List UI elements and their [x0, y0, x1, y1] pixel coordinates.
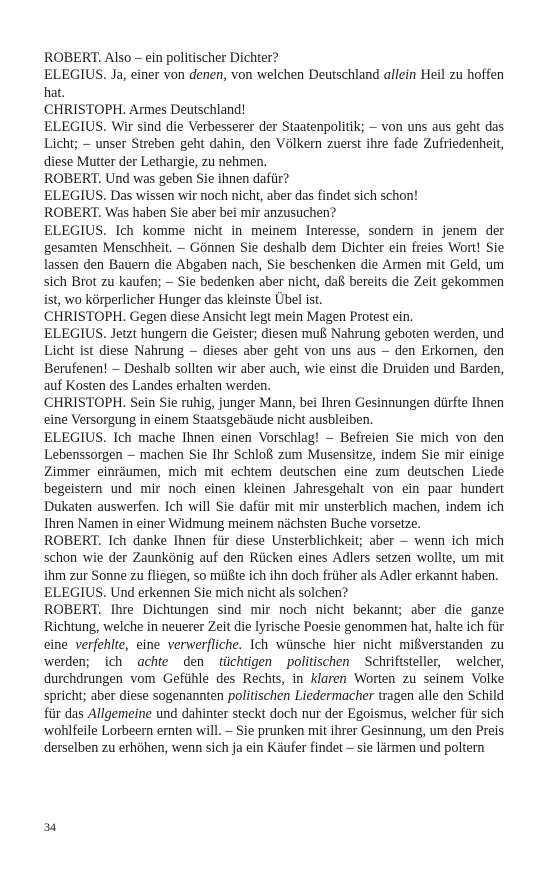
- dialogue-paragraph: [44, 395, 504, 430]
- italic-text: klaren: [310, 671, 347, 687]
- text-run: Ich wünsche hier nicht mißverstanden zu werden; ich: [44, 636, 504, 670]
- dialogue-paragraph: [44, 102, 504, 119]
- dialogue-paragraph: [44, 223, 504, 309]
- text-run: ROBERT. Ich danke Ihnen für diese Unsterblichkeit; aber – wenn ich mich schon wie der Zaunkönig auf den Rücken eines Adlers setzen wollte, um mit ihm zur Sonne zu fliegen, so müßte ich ihn doch früher als Adler erkannt haben.: [44, 533, 504, 584]
- text-run: ELEGIUS. Das wissen wir noch nicht, aber das findet sich schon!: [44, 188, 419, 204]
- italic-text: denen,: [189, 67, 227, 84]
- text-run: CHRISTOPH. Sein Sie ruhig, junger Mann, bei Ihren Gesinnungen dürfte Ihnen eine Versorgung in einem Staatsgebäude nicht ausbleiben.: [44, 395, 504, 429]
- text-run: ELEGIUS. Und erkennen Sie mich nicht als solchen?: [44, 584, 349, 601]
- text-run: den: [168, 653, 220, 670]
- dialogue-paragraph: [44, 67, 504, 102]
- italic-text: tüchtigen politischen: [219, 653, 350, 670]
- italic-text: achte: [137, 653, 169, 670]
- text-run: von welchen Deutschland: [226, 67, 384, 84]
- dialogue-paragraph: [44, 171, 504, 188]
- text-run: ELEGIUS. Ja, einer von: [44, 67, 190, 84]
- dialogue-paragraph: [44, 188, 504, 205]
- text-run: ELEGIUS. Wir sind die Verbesserer der Staatenpolitik; – von uns aus geht das Licht; – unser Streben geht dahin, den Völkern zuerst ihre fade Zufriedenheit, diese Mutter der Lethargie, zu nehmen.: [44, 119, 504, 170]
- italic-text: Allgemeine: [88, 705, 152, 722]
- text-run: ROBERT. Was haben Sie aber bei mir anzusuchen?: [44, 205, 337, 222]
- dialogue-paragraph: [44, 205, 504, 222]
- text-run: ELEGIUS. Jetzt hungern die Geister; diesen muß Nahrung geboten werden, und Licht ist diese Nahrung – dieses aber geht von uns aus – den Erkornen, den Berufenen! – Deshalb sollten wir aber auch, wie einst die Druiden und Barden, auf Kosten des Landes erhalten werden.: [44, 326, 504, 394]
- dialogue-paragraph: [44, 430, 504, 534]
- text-run: ELEGIUS. Ich komme nicht in meinem Interesse, sondern in jenem der gesamten Menschheit. – Gönnen Sie deshalb dem Dichter ein freies Wort! Sie lassen den Bauern die Abgaben nach, Sie beschenken die Armen mit Geld, um sich Brot zu kaufen; – Sie bedenken aber nicht, daß bereits die Zeit gekommen ist, wo körperlicher Hunger das kleinste Übel ist.: [44, 222, 504, 308]
- text-run: CHRISTOPH. Gegen diese Ansicht legt mein Magen Protest ein.: [44, 308, 414, 325]
- text-run: tragen alle den Schild für das: [44, 688, 504, 722]
- text-run: eine: [128, 636, 168, 653]
- italic-text: politischen Liedermacher: [228, 688, 375, 705]
- italic-text: verwerfliche.: [167, 636, 243, 653]
- italic-text: verfehlte,: [75, 636, 129, 653]
- text-run: und dahinter steckt doch nur der Egoismus, welcher für sich wohlfeile Lorbeern ernten will. – Sie prunken mit ihrer Gesinnung, um den Preis derselben zu erhöhen, wenn sich ja ein Käufer findet – sie lärmen und poltern: [44, 705, 504, 756]
- dialogue-paragraph: [44, 585, 504, 602]
- text-run: ROBERT. Ihre Dichtungen sind mir noch nicht bekannt; aber die ganze Richtung, welche in neuerer Zeit die lyrische Poesie genommen hat, halte ich für eine: [44, 602, 504, 653]
- dialogue-paragraph: [44, 119, 504, 171]
- text-run: Schriftsteller, welcher, durchdrungen vom Gefühle des Rechts, in: [44, 653, 504, 687]
- text-run: CHRISTOPH. Armes Deutschland!: [44, 101, 246, 118]
- dialogue-paragraph: [44, 533, 504, 585]
- text-run: Heil zu hoffen hat.: [44, 67, 505, 101]
- page-number: 34: [44, 820, 56, 834]
- text-run: ROBERT. Und was geben Sie ihnen dafür?: [44, 170, 290, 187]
- dialogue-paragraph: [44, 309, 504, 326]
- dialogue-paragraph: [44, 50, 504, 67]
- italic-text: allein: [383, 67, 417, 84]
- text-run: ELEGIUS. Ich mache Ihnen einen Vorschlag! – Befreien Sie mich von den Lebenssorgen – machen Sie Ihr Schloß zum Musensitze, indem Sie mir einige Zimmer einräumen, mich mit echtem deutschen eine zum deutschen Liede begeistern und mir noch einen kleinen Jahresgehalt von ein paar hundert Dukaten auswerfen. Ich will Sie dafür mit mir unsterblich machen, indem ich Ihren Namen in einer Widmung meinem nächsten Buche vorsetze.: [44, 429, 504, 532]
- dialogue-paragraph: [44, 326, 504, 395]
- dialogue-paragraph: [44, 602, 504, 757]
- text-run: ROBERT. Also – ein politischer Dichter?: [44, 50, 279, 66]
- dialogue-text: [44, 50, 504, 757]
- text-run: Worten zu seinem Volke spricht; aber diese sogenannten: [44, 671, 504, 705]
